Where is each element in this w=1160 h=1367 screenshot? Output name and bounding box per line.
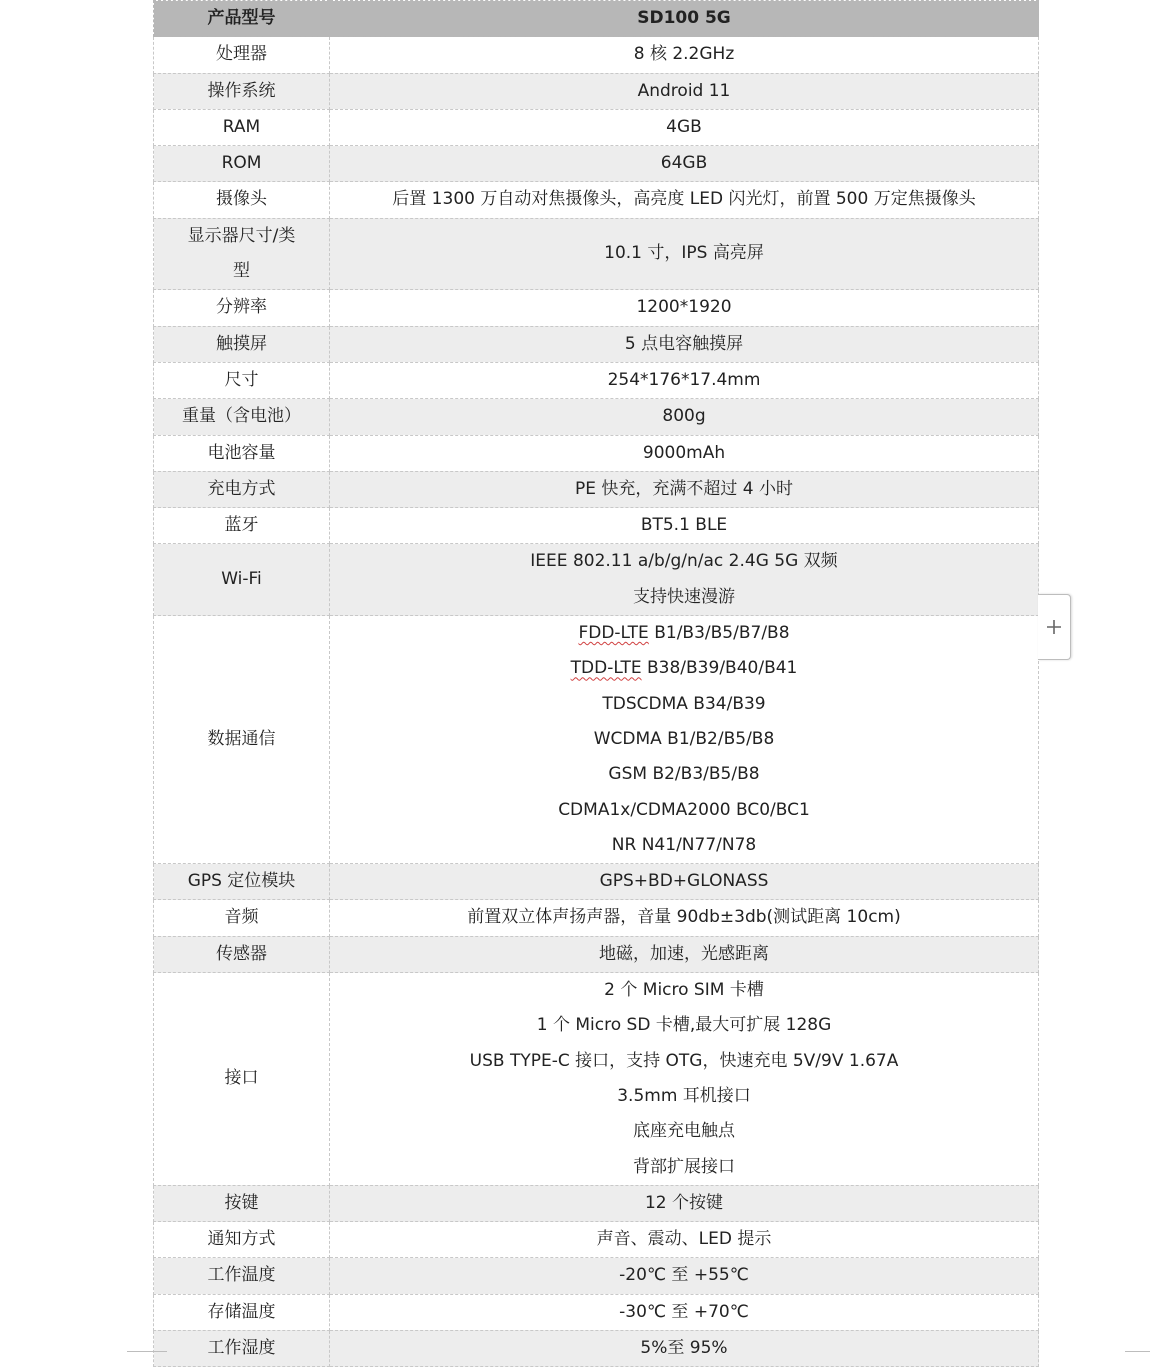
spec-value-cell[interactable] <box>330 1185 1039 1221</box>
spec-label-cell[interactable] <box>154 399 330 435</box>
spec-value: 4GB <box>666 116 702 137</box>
spec-value-cell[interactable] <box>330 109 1039 145</box>
table-row <box>154 362 1039 398</box>
spec-label: 触摸屏 <box>216 333 267 354</box>
spec-value-cell[interactable] <box>330 290 1039 326</box>
table-row <box>154 1258 1039 1294</box>
spec-value-cell[interactable] <box>330 973 1039 1186</box>
spec-value: 地磁，加速，光感距离 <box>599 943 769 964</box>
spec-label-cell[interactable] <box>154 290 330 326</box>
spec-value-cell[interactable] <box>330 1258 1039 1294</box>
spec-value: 800g <box>662 406 706 427</box>
spec-label-cell[interactable] <box>154 435 330 471</box>
table-row <box>154 1185 1039 1221</box>
spec-value: 64GB <box>660 153 708 174</box>
spec-label: 存储温度 <box>207 1301 276 1322</box>
spec-label-cell[interactable] <box>154 73 330 109</box>
spec-value: WCDMA B1/B2/B5/B8 <box>593 728 775 749</box>
spec-label: 操作系统 <box>207 80 276 101</box>
spec-label: 电池容量 <box>207 442 276 463</box>
spec-value-cell[interactable] <box>330 182 1039 218</box>
spec-value: 前置双立体声扬声器，音量 90db±3db(测试距离 10cm) <box>467 907 901 928</box>
table-row <box>154 1294 1039 1330</box>
spec-label: Wi-Fi <box>221 569 262 590</box>
spec-label: 音频 <box>224 907 259 928</box>
spec-value: 声音、震动、LED 提示 <box>596 1229 772 1250</box>
spec-value-cell[interactable] <box>330 1294 1039 1330</box>
spec-label-cell[interactable] <box>154 1330 330 1366</box>
table-row <box>154 182 1039 218</box>
spec-value: 背部扩展接口 <box>633 1156 735 1177</box>
spec-label: RAM <box>222 116 261 137</box>
spec-label: 尺寸 <box>224 369 259 390</box>
spec-value-cell[interactable] <box>330 864 1039 900</box>
spec-label-cell[interactable] <box>154 973 330 1186</box>
table-row <box>154 864 1039 900</box>
spec-label: 重量（含电池） <box>182 406 301 427</box>
spec-label-cell[interactable] <box>154 37 330 73</box>
spec-value-cell[interactable] <box>330 508 1039 544</box>
spec-value-cell[interactable] <box>330 471 1039 507</box>
spec-value: TDSCDMA B34/B39 <box>602 693 766 714</box>
table-row <box>154 435 1039 471</box>
spec-value: 后置 1300 万自动对焦摄像头，高亮度 LED 闪光灯，前置 500 万定焦摄像头 <box>392 189 976 210</box>
spec-label: 型 <box>233 261 250 282</box>
table-row <box>154 544 1039 616</box>
spec-value: PE 快充，充满不超过 4 小时 <box>574 478 794 499</box>
page-footer-rule <box>1125 1351 1150 1352</box>
spec-value-cell[interactable] <box>330 218 1039 290</box>
table-row <box>154 399 1039 435</box>
spec-label: 传感器 <box>216 943 267 964</box>
header-value-cell[interactable]: SD100 5G <box>330 1 1039 37</box>
spec-value: 2 个 Micro SIM 卡槽 <box>604 980 764 1001</box>
spec-value-cell[interactable] <box>330 936 1039 972</box>
add-row-button[interactable] <box>1038 594 1071 660</box>
spec-label-cell[interactable] <box>154 1185 330 1221</box>
spec-value: -30℃ 至 +70℃ <box>619 1301 749 1322</box>
spec-label: 蓝牙 <box>224 515 259 536</box>
spec-value: 10.1 寸，IPS 高亮屏 <box>604 243 764 264</box>
spec-value-cell[interactable] <box>330 37 1039 73</box>
spec-label-cell[interactable] <box>154 218 330 290</box>
spec-value-cell[interactable] <box>330 73 1039 109</box>
table-row <box>154 900 1039 936</box>
spec-value: USB TYPE-C 接口，支持 OTG，快速充电 5V/9V 1.67A <box>469 1050 899 1071</box>
spec-value: 9000mAh <box>642 442 726 463</box>
spec-value: Android 11 <box>637 80 731 101</box>
spec-label: GPS 定位模块 <box>187 871 296 892</box>
spec-value-cell[interactable] <box>330 1330 1039 1366</box>
spec-label-cell[interactable] <box>154 146 330 182</box>
table-row <box>154 326 1039 362</box>
spec-label-cell[interactable] <box>154 616 330 864</box>
table-row <box>154 218 1039 290</box>
spec-label: 工作温度 <box>207 1265 276 1286</box>
spec-value: FDD-LTE B1/B3/B5/B7/B8 <box>578 623 790 644</box>
spec-label-cell[interactable] <box>154 544 330 616</box>
table-row <box>154 37 1039 73</box>
spec-value: 底座充电触点 <box>633 1121 735 1142</box>
spec-value: 支持快速漫游 <box>633 586 735 607</box>
spec-value-cell[interactable] <box>330 362 1039 398</box>
spec-label-cell[interactable] <box>154 362 330 398</box>
spec-value: NR N41/N77/N78 <box>611 834 757 855</box>
spec-label-cell[interactable] <box>154 508 330 544</box>
table-row <box>154 973 1039 1186</box>
spec-value: 5 点电容触摸屏 <box>624 333 744 354</box>
spec-label: 摄像头 <box>216 189 267 210</box>
spec-value: 1 个 Micro SD 卡槽,最大可扩展 128G <box>536 1015 832 1036</box>
table-row <box>154 508 1039 544</box>
spec-label: 通知方式 <box>207 1229 276 1250</box>
spec-label: 数据通信 <box>207 728 276 749</box>
spec-label-cell[interactable] <box>154 1294 330 1330</box>
spell-flagged-word: TDD-LTE <box>570 658 642 679</box>
spec-value-cell[interactable] <box>330 900 1039 936</box>
spec-label: 显示器尺寸/类 <box>187 225 296 246</box>
spec-value: IEEE 802.11 a/b/g/n/ac 2.4G 5G 双频 <box>530 551 838 572</box>
spec-label: 工作湿度 <box>207 1337 276 1358</box>
table-header-row <box>154 1 1039 37</box>
spec-value: GPS+BD+GLONASS <box>599 871 769 892</box>
spec-table-body <box>154 1 1039 1367</box>
spec-label-cell[interactable] <box>154 936 330 972</box>
table-row <box>154 1330 1039 1366</box>
spec-value: -20℃ 至 +55℃ <box>619 1265 749 1286</box>
spec-value-cell[interactable] <box>330 1222 1039 1258</box>
spec-label-cell[interactable] <box>154 1258 330 1294</box>
spec-table <box>153 0 1039 1367</box>
spec-value-cell[interactable] <box>330 616 1039 864</box>
spec-label-cell[interactable] <box>154 471 330 507</box>
spec-label: 接口 <box>224 1068 259 1089</box>
table-row <box>154 616 1039 864</box>
spec-value: BT5.1 BLE <box>640 515 728 536</box>
table-row <box>154 73 1039 109</box>
spec-value: TDD-LTE B38/B39/B40/B41 <box>570 658 798 679</box>
spec-value: GSM B2/B3/B5/B8 <box>608 764 760 785</box>
spec-value: 1200*1920 <box>636 297 732 318</box>
spec-label: 按键 <box>224 1192 259 1213</box>
spec-label-cell[interactable] <box>154 864 330 900</box>
spec-value-cell[interactable] <box>330 326 1039 362</box>
page-footer-rule <box>127 1351 167 1352</box>
plus-icon <box>1046 619 1062 635</box>
table-row <box>154 290 1039 326</box>
spec-label-cell[interactable] <box>154 182 330 218</box>
table-row <box>154 109 1039 145</box>
spec-value: 12 个按键 <box>644 1192 724 1213</box>
spec-value-cell[interactable] <box>330 399 1039 435</box>
spec-value-cell[interactable] <box>330 435 1039 471</box>
spec-label-cell[interactable] <box>154 900 330 936</box>
spec-label-cell[interactable] <box>154 109 330 145</box>
spec-value: CDMA1x/CDMA2000 BC0/BC1 <box>558 799 810 820</box>
spec-value-cell[interactable] <box>330 146 1039 182</box>
spec-label-cell[interactable] <box>154 1222 330 1258</box>
spec-value-cell[interactable] <box>330 544 1039 616</box>
header-label-cell[interactable]: 产品型号 <box>154 1 330 37</box>
spec-label: 充电方式 <box>207 478 276 499</box>
spell-flagged-word: FDD-LTE <box>578 623 649 644</box>
spec-value: 254*176*17.4mm <box>607 369 761 390</box>
spec-label-cell[interactable] <box>154 326 330 362</box>
spec-value: 8 核 2.2GHz <box>633 44 735 65</box>
spec-value: 5%至 95% <box>640 1337 728 1358</box>
table-row <box>154 146 1039 182</box>
spec-label: 分辨率 <box>216 297 267 318</box>
spec-value: 3.5mm 耳机接口 <box>617 1085 751 1106</box>
table-row <box>154 1222 1039 1258</box>
spec-label: 处理器 <box>216 44 267 65</box>
table-row <box>154 471 1039 507</box>
spec-label: ROM <box>221 153 262 174</box>
table-row <box>154 936 1039 972</box>
